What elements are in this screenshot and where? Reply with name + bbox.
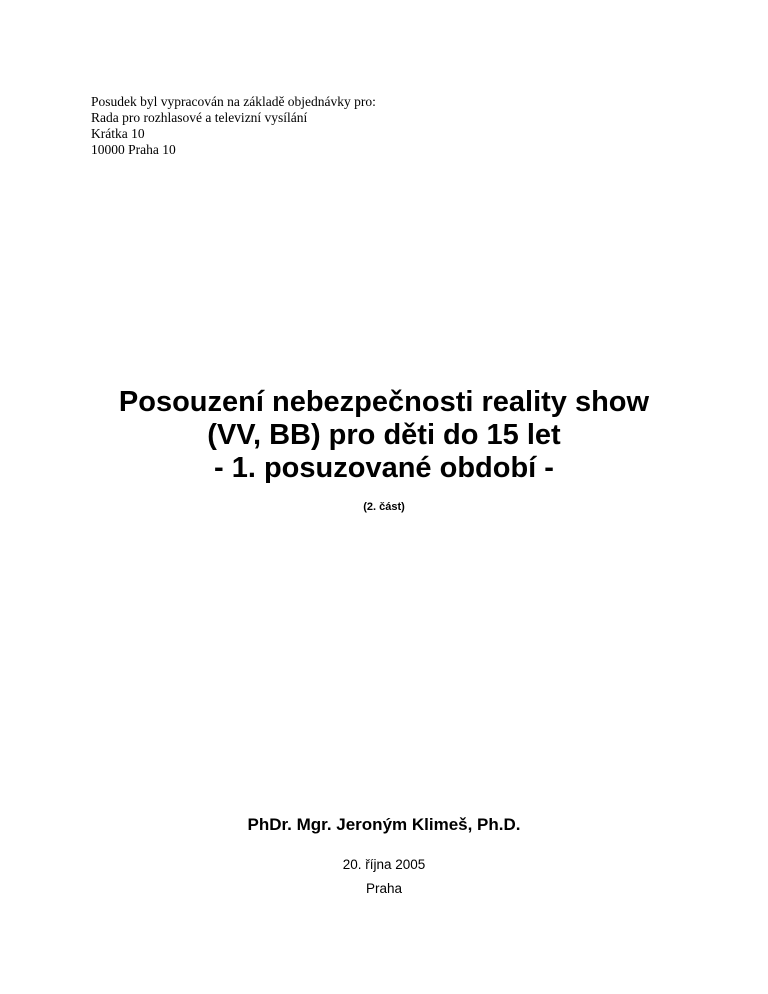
author-name: PhDr. Mgr. Jeroným Klimeš, Ph.D.: [247, 815, 521, 834]
title-line-1: Posouzení nebezpečnosti reality show: [118, 386, 650, 418]
document-title: [0, 386, 768, 485]
client-city-line: 10000 Praha 10: [91, 142, 176, 157]
commission-intro-line: Posudek byl vypracován na základě objednávky pro:: [91, 94, 376, 109]
client-name-line: Rada pro rozhlasové a televizní vysílání: [91, 110, 308, 125]
client-street-line: Krátka 10: [91, 126, 145, 141]
document-subtitle: (2. část): [363, 501, 405, 513]
title-line-2: (VV, BB) pro děti do 15 let: [207, 419, 561, 451]
title-line-3: - 1. posuzované období -: [214, 452, 554, 484]
document-place: Praha: [365, 881, 403, 896]
commission-address-block: [91, 94, 376, 158]
document-date: 20. října 2005: [342, 857, 426, 872]
